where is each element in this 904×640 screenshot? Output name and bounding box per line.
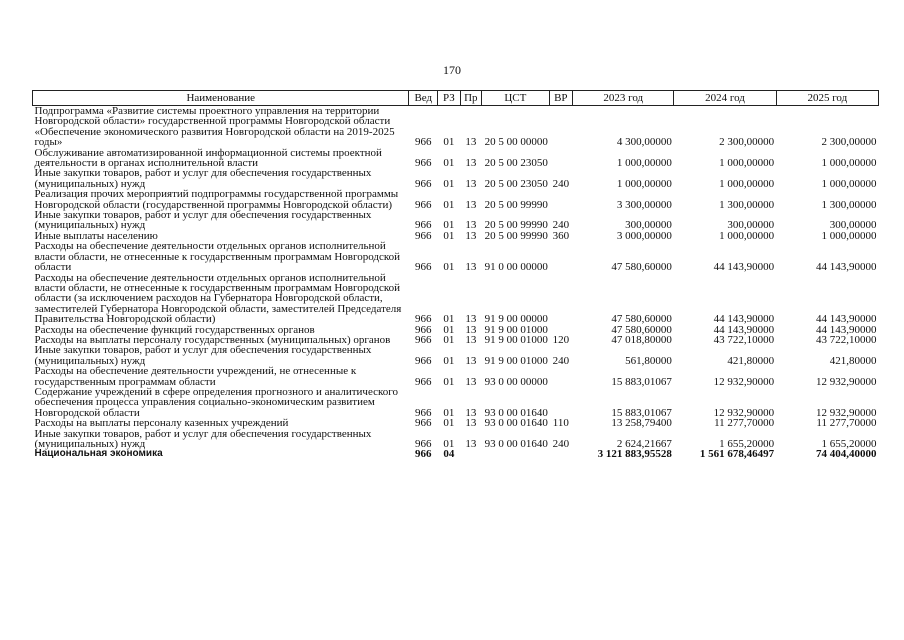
row-rz: 01 (443, 177, 455, 190)
row-name: Реализация прочих мероприятий подпрограммы государственной программы Новгородской области (государственной программы Новгородской области) (34, 188, 399, 211)
row-amount-2025: 1 300,00000 (821, 198, 877, 211)
row-amount-2024: 43 722,10000 (713, 333, 775, 346)
column-header-name: Наименование (33, 91, 409, 106)
column-header-2024: 2024 год (674, 91, 776, 106)
row-amount-2024: 300,00000 (727, 219, 775, 232)
row-amount-2024: 12 932,90000 (713, 406, 775, 419)
row-ved: 966 (415, 313, 432, 326)
row-ved: 966 (415, 177, 432, 190)
row-vr: 240 (552, 219, 570, 232)
row-ved: 966 (415, 438, 432, 450)
row-amount-2023: 47 580,60000 (611, 313, 672, 326)
row-name: Расходы на обеспечение деятельности учреждений, не отнесенные к государственным программам области (34, 365, 357, 388)
row-cst: 93 0 00 01640 (484, 406, 548, 419)
row-amount-2023: 3 300,00000 (616, 198, 672, 211)
row-amount-2025: 11 277,70000 (816, 417, 877, 430)
column-header-vr: ВР (549, 91, 573, 106)
row-ved: 966 (415, 157, 432, 170)
row-name: Расходы на выплаты персоналу государственных (муниципальных) органов (34, 333, 391, 346)
row-name: Расходы на обеспечение функций государственных органов (34, 323, 315, 336)
row-pr: 13 (465, 438, 477, 450)
row-amount-2024: 1 000,00000 (719, 177, 775, 190)
row-rz: 01 (443, 313, 455, 326)
row-vr (549, 449, 573, 459)
row-vr (549, 106, 573, 148)
row-vr: 110 (552, 417, 569, 430)
row-cst (482, 449, 550, 459)
row-amount-2025: 74 404,40000 (816, 448, 877, 461)
row-cst: 20 5 00 99990 (484, 229, 548, 242)
row-pr: 13 (465, 406, 477, 419)
page-number: 170 (443, 63, 461, 77)
row-vr: 240 (552, 177, 570, 190)
row-ved: 966 (415, 375, 432, 388)
row-rz: 01 (443, 354, 455, 367)
row-ved: 966 (415, 417, 432, 430)
row-vr: 360 (552, 229, 570, 242)
row-cst: 91 0 00 00000 (484, 261, 548, 274)
row-amount-2023: 15 883,01067 (611, 406, 672, 419)
row-rz: 01 (443, 438, 455, 450)
row-amount-2023: 2 624,21667 (616, 438, 672, 450)
row-vr (549, 273, 573, 325)
column-header-ved: Вед (409, 91, 438, 106)
row-ved: 966 (415, 261, 432, 274)
row-amount-2023: 300,00000 (625, 219, 672, 232)
table-row (33, 387, 879, 418)
row-amount-2023: 47 580,60000 (611, 323, 672, 336)
row-amount-2024: 1 561 678,46497 (699, 448, 775, 461)
row-name: Содержание учреждений в сфере определения прогнозного и аналитического обеспечения процесса управления социально-экономическим развитием Новгородской области (34, 385, 399, 419)
row-rz: 01 (443, 136, 455, 149)
row-cst: 91 9 00 01000 (484, 323, 548, 336)
row-amount-2024: 1 300,00000 (719, 198, 775, 211)
row-pr: 13 (465, 417, 477, 430)
row-amount-2025: 1 000,00000 (821, 229, 877, 242)
table-row (33, 273, 879, 325)
row-amount-2025: 44 143,90000 (816, 261, 877, 274)
row-amount-2024: 2 300,00000 (719, 136, 775, 149)
row-rz: 04 (443, 448, 455, 461)
column-header-cst: ЦСТ (482, 91, 550, 106)
row-ved: 966 (415, 136, 432, 149)
row-ved: 966 (415, 198, 432, 211)
row-ved: 966 (415, 229, 432, 242)
row-cst: 20 5 00 23050 (484, 157, 548, 170)
row-rz: 01 (443, 375, 455, 388)
row-amount-2023: 3 121 883,95528 (597, 448, 672, 461)
row-name: Обслуживание автоматизированной информационной системы проектной деятельности в органах исполнительной власти (34, 146, 382, 170)
row-cst: 20 5 00 99990 (484, 198, 548, 211)
row-pr: 13 (465, 136, 477, 149)
column-header-2023: 2023 год (573, 91, 674, 106)
row-rz: 01 (443, 219, 455, 232)
row-amount-2025: 1 000,00000 (821, 177, 877, 190)
row-amount-2025: 1 000,00000 (821, 157, 877, 170)
table-row (33, 168, 879, 189)
table-row (33, 241, 879, 272)
row-amount-2023: 3 000,00000 (616, 229, 672, 242)
row-pr: 13 (465, 198, 477, 211)
row-vr: 120 (552, 333, 570, 346)
row-name: Национальная экономика (34, 448, 163, 460)
row-rz: 01 (443, 261, 455, 274)
row-name: Подпрограмма «Развитие системы проектного управления на территории Новгородской области» государственной программы Новгородской области «Обеспечение экономического развития Новгородской области на 2019-2025 годы» (34, 105, 395, 149)
row-amount-2025: 12 932,90000 (816, 375, 877, 388)
row-pr: 13 (465, 313, 477, 326)
row-name: Расходы на обеспечение деятельности отдельных органов исполнительной власти области, не отнесенные к государственным программам Новгородской области (34, 240, 401, 274)
row-amount-2025: 1 655,20000 (821, 438, 877, 450)
row-amount-2023: 15 883,01067 (611, 375, 672, 388)
row-vr (549, 189, 573, 210)
table-row (33, 366, 879, 387)
row-amount-2023: 1 000,00000 (616, 157, 672, 170)
row-pr (460, 449, 481, 459)
table-row (33, 148, 879, 169)
row-amount-2025: 421,80000 (829, 354, 877, 367)
row-amount-2023: 561,80000 (625, 354, 672, 367)
row-cst: 93 0 00 00000 (484, 375, 548, 388)
row-rz: 01 (443, 417, 455, 430)
row-pr: 13 (465, 157, 477, 170)
column-header-2025: 2025 год (776, 91, 878, 106)
row-ved: 966 (415, 354, 432, 367)
row-vr (549, 366, 573, 387)
row-ved: 966 (415, 323, 432, 336)
row-vr (549, 148, 573, 169)
row-amount-2025: 44 143,90000 (816, 323, 877, 336)
row-cst: 20 5 00 23050 (484, 177, 548, 190)
row-rz: 01 (443, 333, 455, 346)
table-row (33, 106, 879, 148)
row-ved: 966 (415, 448, 432, 461)
row-pr: 13 (465, 229, 477, 242)
table-row (33, 449, 879, 459)
row-vr (549, 241, 573, 272)
row-rz: 01 (443, 157, 455, 170)
table-row (33, 429, 879, 450)
row-vr: 240 (552, 438, 570, 450)
row-name: Иные закупки товаров, работ и услуг для обеспечения государственных (муниципальных) нужд (34, 427, 372, 450)
row-rz: 01 (443, 406, 455, 419)
row-cst: 91 9 00 01000 (484, 333, 548, 346)
row-amount-2023: 47 580,60000 (611, 261, 672, 274)
row-amount-2024: 421,80000 (727, 354, 775, 367)
row-amount-2025: 2 300,00000 (821, 136, 877, 149)
row-pr: 13 (465, 375, 477, 388)
row-amount-2024: 44 143,90000 (713, 313, 775, 326)
table-row (33, 345, 879, 366)
row-rz: 01 (443, 323, 455, 336)
row-pr: 13 (465, 323, 477, 336)
row-amount-2024: 11 277,70000 (714, 417, 775, 430)
row-amount-2025: 43 722,10000 (816, 333, 877, 346)
row-amount-2023: 13 258,79400 (611, 417, 672, 430)
row-pr: 13 (465, 219, 477, 232)
row-vr: 240 (552, 354, 570, 367)
row-pr: 13 (465, 261, 477, 274)
row-cst: 93 0 00 01640 (484, 417, 548, 430)
row-amount-2023: 4 300,00000 (616, 136, 672, 149)
row-amount-2024: 1 000,00000 (719, 157, 775, 170)
table-body (33, 106, 879, 460)
row-amount-2025: 12 932,90000 (816, 406, 877, 419)
row-cst: 91 9 00 01000 (484, 354, 548, 367)
row-amount-2023: 1 000,00000 (616, 177, 672, 190)
row-pr: 13 (465, 177, 477, 190)
row-name: Иные закупки товаров, работ и услуг для обеспечения государственных (муниципальных) нужд (34, 209, 372, 232)
column-header-pr: Пр (460, 91, 481, 106)
table-row (33, 189, 879, 210)
row-pr: 13 (465, 354, 477, 367)
table-row (33, 210, 879, 231)
row-amount-2024: 1 000,00000 (719, 229, 775, 242)
column-header-rz: РЗ (438, 91, 461, 106)
row-amount-2024: 44 143,90000 (713, 261, 775, 274)
row-cst: 91 9 00 00000 (484, 313, 548, 326)
row-ved: 966 (415, 333, 432, 346)
row-ved: 966 (415, 406, 432, 419)
row-amount-2024: 12 932,90000 (713, 375, 775, 388)
row-rz: 01 (443, 229, 455, 242)
row-ved: 966 (415, 219, 432, 232)
row-name: Иные закупки товаров, работ и услуг для обеспечения государственных (муниципальных) нужд (34, 167, 372, 190)
row-cst: 93 0 00 01640 (484, 438, 548, 450)
table-header-row (33, 91, 879, 106)
row-cst: 20 5 00 99990 (484, 219, 548, 232)
row-name: Иные выплаты населению (34, 229, 158, 242)
row-amount-2024: 1 655,20000 (719, 438, 775, 450)
row-amount-2023: 47 018,80000 (611, 333, 672, 346)
row-cst: 20 5 00 00000 (484, 136, 548, 149)
row-name: Расходы на обеспечение деятельности отдельных органов исполнительной власти области, не отнесенные к государственным программам Новгородской области (за исключением расходов на Губернатора Новгородской области, заместителей Губернатора Новгородской области, заместителей Председателя Правительства Новгородской области) (34, 271, 402, 326)
row-pr: 13 (465, 333, 477, 346)
row-rz: 01 (443, 198, 455, 211)
row-amount-2025: 300,00000 (829, 219, 877, 232)
row-name: Иные закупки товаров, работ и услуг для обеспечения государственных (муниципальных) нужд (34, 344, 372, 367)
row-vr (549, 387, 573, 418)
row-amount-2025: 44 143,90000 (816, 313, 877, 326)
row-name: Расходы на выплаты персоналу казенных учреждений (34, 417, 289, 430)
budget-table (32, 90, 879, 460)
row-amount-2024: 44 143,90000 (713, 323, 775, 336)
